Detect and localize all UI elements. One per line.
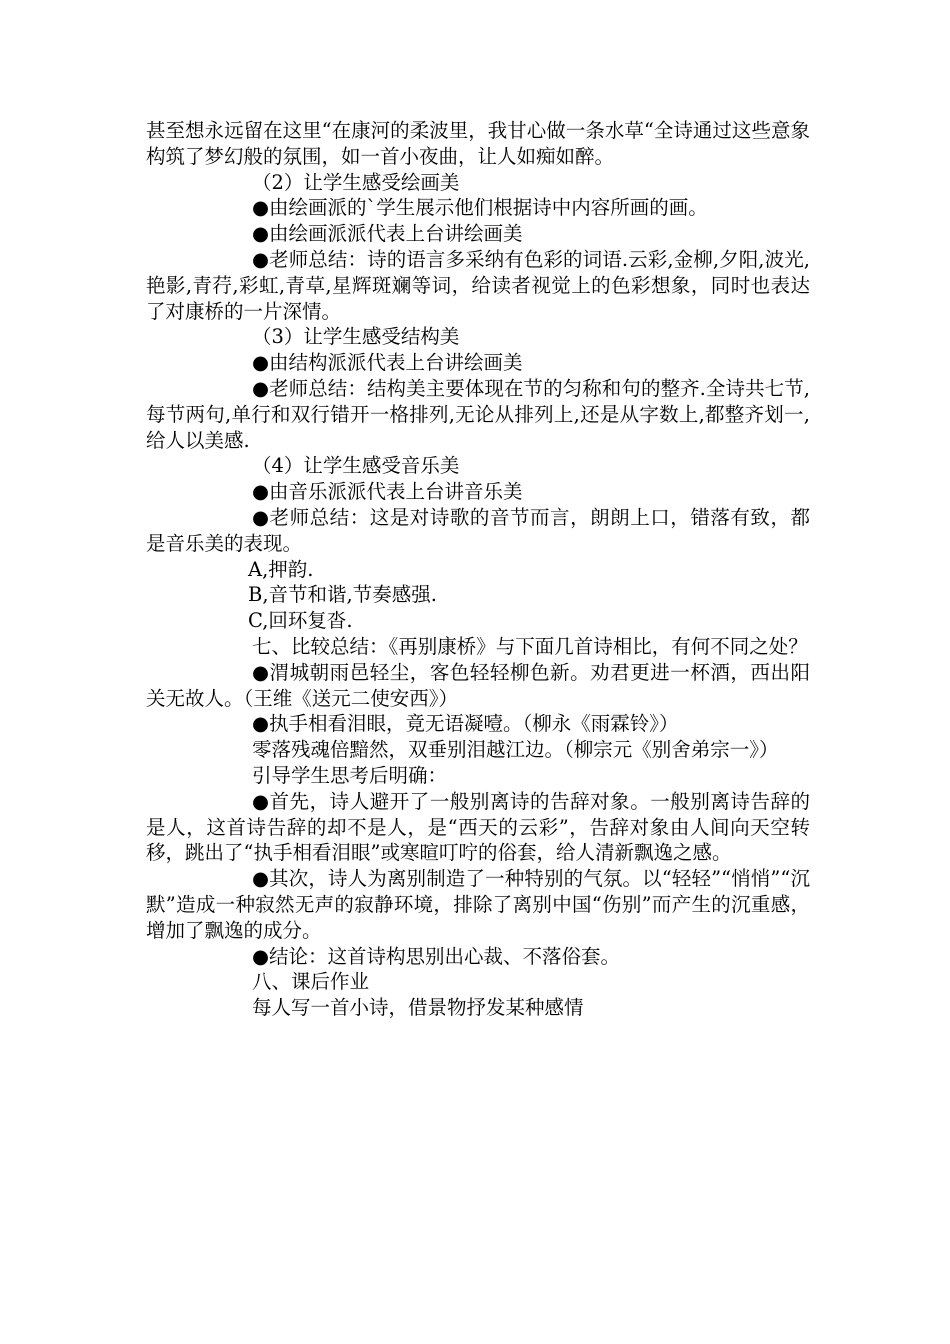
heading-comparison: 七、比较总结：《再别康桥》与下面几首诗相比，有何不同之处？ — [252, 634, 808, 658]
list-item-a: A,押韵. — [248, 557, 314, 581]
bullet-painting-show: ●由绘画派的`学生展示他们根据诗中内容所画的画。 — [252, 196, 708, 220]
bullet-structure-talk: ●由结构派派代表上台讲绘画美 — [252, 351, 523, 375]
heading-music-beauty: （4）让学生感受音乐美 — [252, 454, 460, 478]
document-body — [146, 118, 810, 1021]
list-item-c: C,回环复沓. — [248, 609, 353, 633]
heading-painting-beauty: （2）让学生感受绘画美 — [252, 170, 460, 194]
bullet-painting-talk: ●由绘画派派代表上台讲绘画美 — [252, 222, 523, 246]
heading-structure-beauty: （3）让学生感受结构美 — [252, 325, 460, 349]
homework-text: 每人写一首小诗，借景物抒发某种感情 — [252, 996, 584, 1020]
bullet-music-summary: ●老师总结：这是对诗歌的音节而言，朗朗上口，错落有致，都是音乐美的表现。 — [146, 505, 810, 555]
bullet-structure-summary: ●老师总结：结构美主要体现在节的匀称和句的整齐.全诗共七节,每节两句,单行和双行错开一格排列,无论从排列上,还是从字数上,都整齐划一,给人以美感. — [146, 376, 810, 452]
list-item-b: B,音节和谐,节奏感强. — [248, 583, 437, 607]
poem-liu-yong: ●执手相看泪眼，竟无语凝噎。（柳永《雨霖铃》） — [252, 712, 679, 736]
poem-wang-wei: ●渭城朝雨邑轻尘，客色轻轻柳色新。劝君更进一杯酒，西出阳关无故人。（王维《送元二使安西》） — [146, 660, 810, 710]
paragraph-intro: 甚至想永远留在这里“在康河的柔波里，我甘心做一条水草“全诗通过这些意象构筑了梦幻般的氛围，如一首小夜曲，让人如痴如醉。 — [146, 119, 810, 168]
heading-homework: 八、课后作业 — [252, 970, 370, 994]
bullet-painting-summary: ●老师总结：诗的语言多采纳有色彩的词语.云彩,金柳,夕阳,波光,艳影,青荇,彩虹,青草,星辉斑斓等词，给读者视觉上的色彩想象，同时也表达了对康桥的一片深情。 — [146, 247, 810, 323]
bullet-music-talk: ●由音乐派派代表上台讲音乐美 — [252, 480, 523, 504]
poem-liu-zongyuan: 零落残魂倍黯然，双垂别泪越江边。（柳宗元《别舍弟宗一》） — [252, 738, 779, 762]
bullet-second-point: ●其次，诗人为离别制造了一种特别的气氛。以“轻轻”“悄悄”“沉默”造成一种寂然无声的寂静环境，排除了离别中国“伤别”而产生的沉重感，增加了飘逸的成分。 — [146, 867, 810, 942]
bullet-first-point: ●首先，诗人避开了一般别离诗的告辞对象。一般别离诗告辞的是人，这首诗告辞的却不是人，是“西天的云彩”，告辞对象由人间向天空转移，跳出了“执手相看泪眼”或寒暄叮咛的俗套，给人清新飘逸之感。 — [146, 789, 810, 865]
bullet-conclusion: ●结论：这首诗构思别出心裁、不落俗套。 — [252, 944, 621, 968]
guide-prompt: 引导学生思考后明确： — [252, 763, 448, 787]
